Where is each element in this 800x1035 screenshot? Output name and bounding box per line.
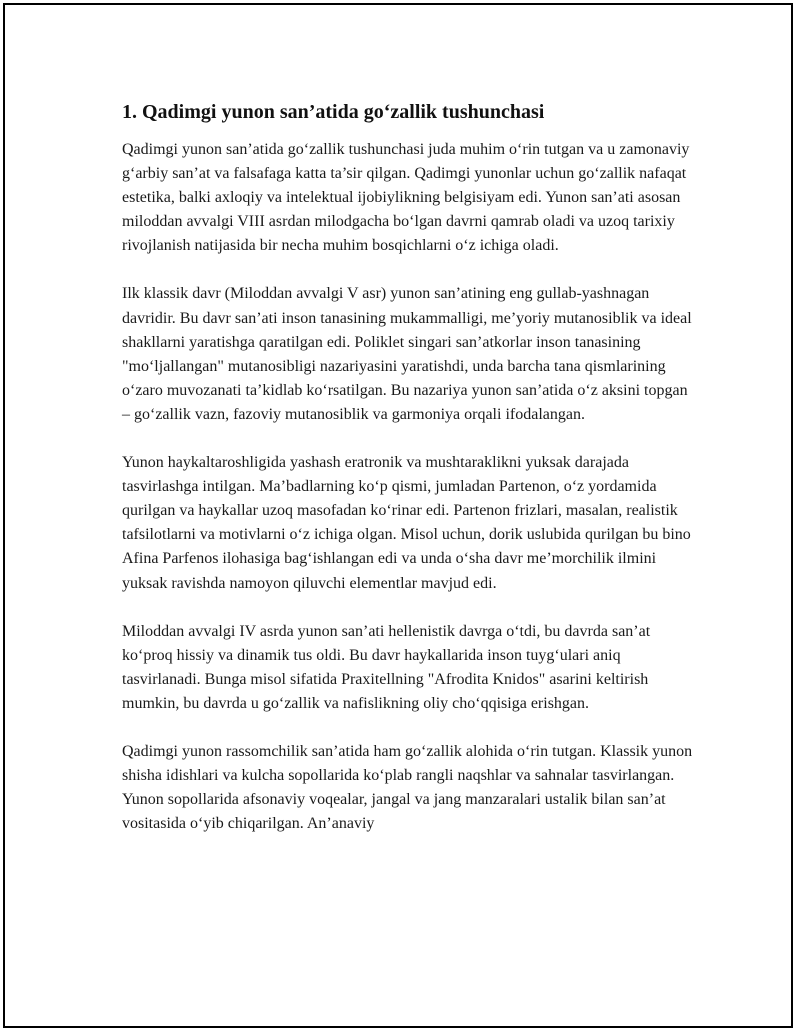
paragraph-3: Yunon haykaltaroshligida yashash eratronik va mushtaraklikni yuksak darajada tasvirlashga intilgan. Ma’badlarning ko‘p qismi, jumladan Partenon, o‘z yordamida qurilgan va haykallar uzoq masofadan ko‘rinar edi. Partenon frizlari, masalan, realistik tafsilotlarni va motivlarni o‘z ichiga olgan. Misol uchun, dorik uslubida qurilgan bu bino Afina Parfenos ilohasiga bag‘ishlangan edi va unda o‘sha davr me’morchilik ilmini yuksak ravishda namoyon qiluvchi elementlar mavjud edi.	[122, 454, 691, 592]
section-title: 1. Qadimgi yunon san’atida go‘zallik tushunchasi	[122, 101, 545, 123]
paragraph-4: Miloddan avvalgi IV asrda yunon san’ati hellenistik davrga o‘tdi, bu davrda san’at ko‘proq hissiy va dinamik tus oldi. Bu davr haykallarida inson tuyg‘ulari aniq tasvirlanadi. Bunga misol sifatida Praxitellning "Afrodita Knidos" asarini keltirish mumkin, bu davrda u go‘zallik va nafislikning oliy cho‘qqisiga erishgan.	[122, 622, 651, 712]
document-body	[122, 98, 697, 860]
paragraph-5: Qadimgi yunon rassomchilik san’atida ham go‘zallik alohida o‘rin tutgan. Klassik yunon shisha idishlari va kulcha sopollarida ko‘plab rangli naqshlar va sahnalar tasvirlangan. Yunon sopollarida afsonaviy voqealar, jangal va jang manzaralari ustalik bilan san’at vositasida o‘yib chiqarilgan. An’anaviy	[122, 742, 693, 833]
paragraph-2: Ilk klassik davr (Miloddan avvalgi V asr) yunon san’atining eng gullab-yashnagan davridir. Bu davr san’ati inson tanasining mukammalligi, me’yoriy mutanosiblik va ideal shakllarni yaratishga qaratilgan edi. Poliklet singari san’atkorlar inson tanasining "mo‘ljallangan" mutanosibligi nazariyasini yaratishdi, unda barcha tana qismlarining o‘zaro muvozanati ta’kidlab ko‘rsatilgan. Bu nazariya yunon san’atida o‘z aksini topgan – go‘zallik vazn, fazoviy mutanosiblik va garmoniya orqali ifodalangan.	[122, 285, 692, 423]
page-frame	[3, 3, 793, 1028]
paragraph-1: Qadimgi yunon san’atida go‘zallik tushunchasi juda muhim o‘rin tutgan va u zamonaviy g‘arbiy san’at va falsafaga katta ta’sir qilgan. Qadimgi yunonlar uchun go‘zallik nafaqat estetika, balki axloqiy va intelektual ijobiylikning belgisiyam edi. Yunon san’ati asosan miloddan avvalgi VIII asrdan milodgacha bo‘lgan davrni qamrab oladi va uzoq tarixiy rivojlanish natijasida bir necha muhim bosqichlarni o‘z ichiga oladi.	[122, 141, 690, 255]
